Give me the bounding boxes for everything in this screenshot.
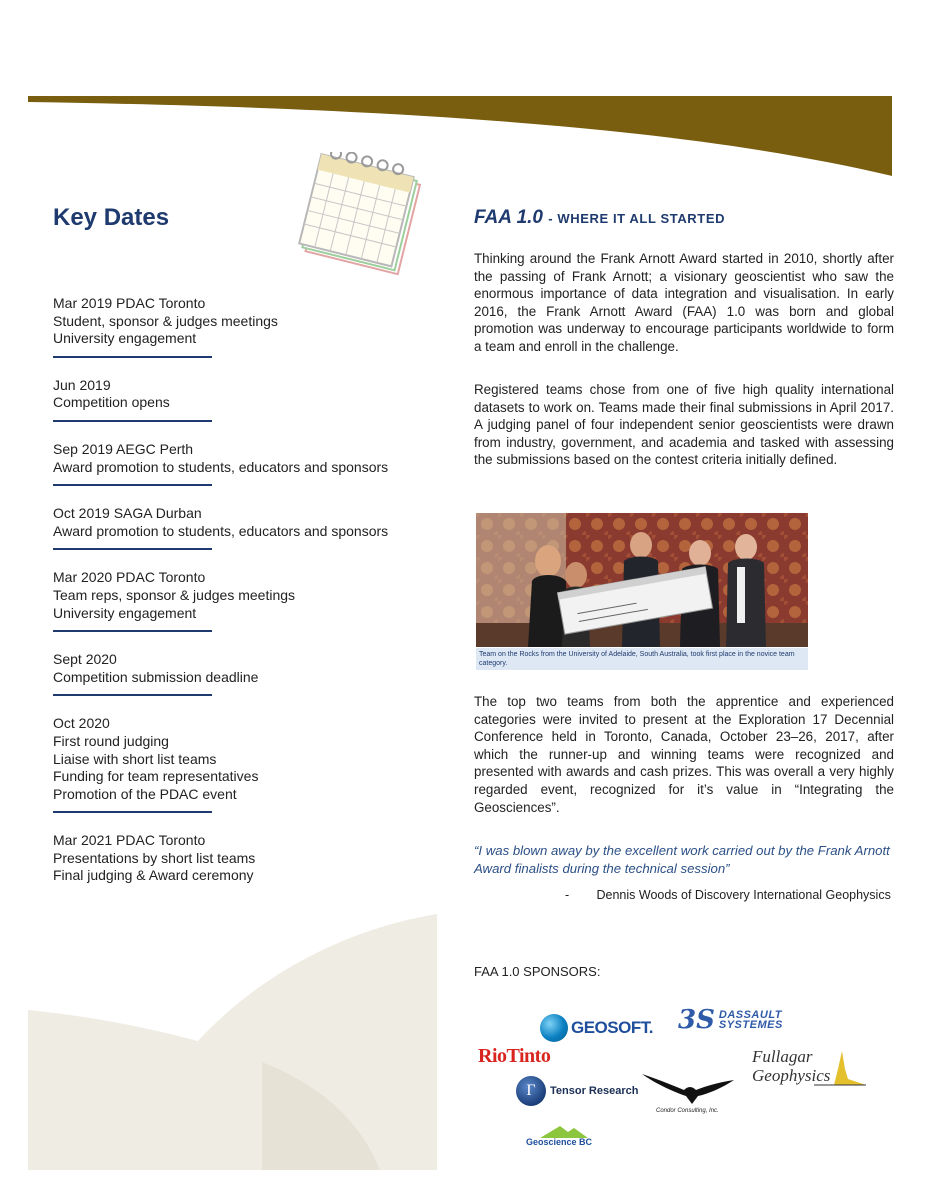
- date-divider: [53, 548, 212, 550]
- date-entry: Sep 2019 AEGC Perth Award promotion to students, educators and sponsors: [53, 440, 389, 475]
- geosoft-logo: GEOSOFT.: [540, 1014, 653, 1042]
- geoscience-bc-mountain-icon: [526, 1124, 602, 1138]
- faa-heading-main: FAA 1.0: [474, 207, 543, 228]
- tensor-gamma-icon: Γ: [516, 1076, 546, 1106]
- condor-logo: Condor Consulting, Inc.: [640, 1068, 736, 1113]
- date-entry: Mar 2020 PDAC Toronto Team reps, sponsor & judges meetings University engagement: [53, 569, 296, 621]
- date-divider: [53, 694, 212, 696]
- geosoft-globe-icon: [540, 1014, 568, 1042]
- fullagar-logo: Fullagar Geophysics: [752, 1047, 830, 1085]
- key-dates-title: Key Dates: [53, 204, 170, 231]
- team-photo-image: [476, 513, 808, 647]
- date-entry: Jun 2019 Competition opens: [53, 376, 170, 411]
- date-divider: [53, 630, 212, 632]
- faa-heading: [474, 206, 725, 229]
- testimonial-quote: “I was blown away by the excellent work carried out by the Frank Arnott Award finalists during the technical session”: [474, 843, 890, 876]
- team-photo: [476, 513, 808, 647]
- photo-caption: Team on the Rocks from the University of Adelaide, South Australia, took first place in the novice team category.: [476, 648, 808, 670]
- date-divider: [53, 811, 212, 813]
- date-entry: Oct 2019 SAGA Durban Award promotion to students, educators and sponsors: [53, 505, 389, 539]
- faa-paragraph-2: Registered teams chose from one of five high quality international datasets to work on. Teams made their final submissions in April 2017. A judging panel of four independent senior geoscientists were drawn from industry, government, and academia and tasked with assessing the submissions based on the contest criteria initially defined.: [474, 382, 894, 468]
- sponsors-label: FAA 1.0 SPONSORS:: [474, 964, 601, 979]
- attribution-text: Dennis Woods of Discovery International Geophysics: [596, 888, 891, 902]
- faa-paragraph-1: Thinking around the Frank Arnott Award started in 2010, shortly after the passing of Frank Arnott; a visionary geoscientist who saw the enormous importance of data integration and visualisation. In early 2016, the Frank Arnott Award (FAA) 1.0 was born and global promotion was underway to encourage participants worldwide to form a team and enroll in the challenge.: [474, 251, 894, 354]
- date-divider: [53, 356, 212, 358]
- date-entry: Mar 2021 PDAC Toronto Presentations by short list teams Final judging & Award ceremony: [53, 832, 256, 884]
- riotinto-logo: RioTinto: [478, 1045, 551, 1067]
- date-entry: Oct 2020 First round judging Liaise with short list teams Funding for team representatives Promotion of the PDAC event: [53, 715, 259, 802]
- attribution-dash: -: [565, 888, 570, 902]
- dassault-logo: 3S DASSAULT SYSTEMES: [678, 1005, 783, 1035]
- date-divider: [53, 484, 212, 486]
- tensor-research-logo: Γ Tensor Research: [516, 1076, 638, 1106]
- date-entry: Sept 2020 Competition submission deadline: [53, 651, 259, 685]
- header-banner: [0, 0, 927, 200]
- key-dates-list: [53, 295, 453, 885]
- date-entry: Mar 2019 PDAC Toronto Student, sponsor & judges meetings University engagement: [53, 295, 278, 347]
- quote-attribution: [565, 888, 891, 902]
- dassault-3ds-icon: 3S: [678, 1005, 715, 1035]
- faa-heading-sub: - WHERE IT ALL STARTED: [548, 211, 726, 226]
- date-divider: [53, 420, 212, 422]
- calendar-icon: [286, 152, 440, 278]
- faa-paragraph-3: The top two teams from both the apprentice and experienced categories were invited to present at the Exploration 17 Decennial Conference held in Toronto, Canada, October 23–26, 2017, after which the runner-up and winning teams were recognized and presented with awards and cash prizes. This was overall a very highly regarded event, recognized for it’s value in “Integrating the Geosciences”.: [474, 694, 894, 815]
- fullagar-peak-icon: [814, 1049, 866, 1087]
- geoscience-bc-logo: Geoscience BC: [526, 1124, 602, 1143]
- condor-bird-icon: [640, 1068, 736, 1108]
